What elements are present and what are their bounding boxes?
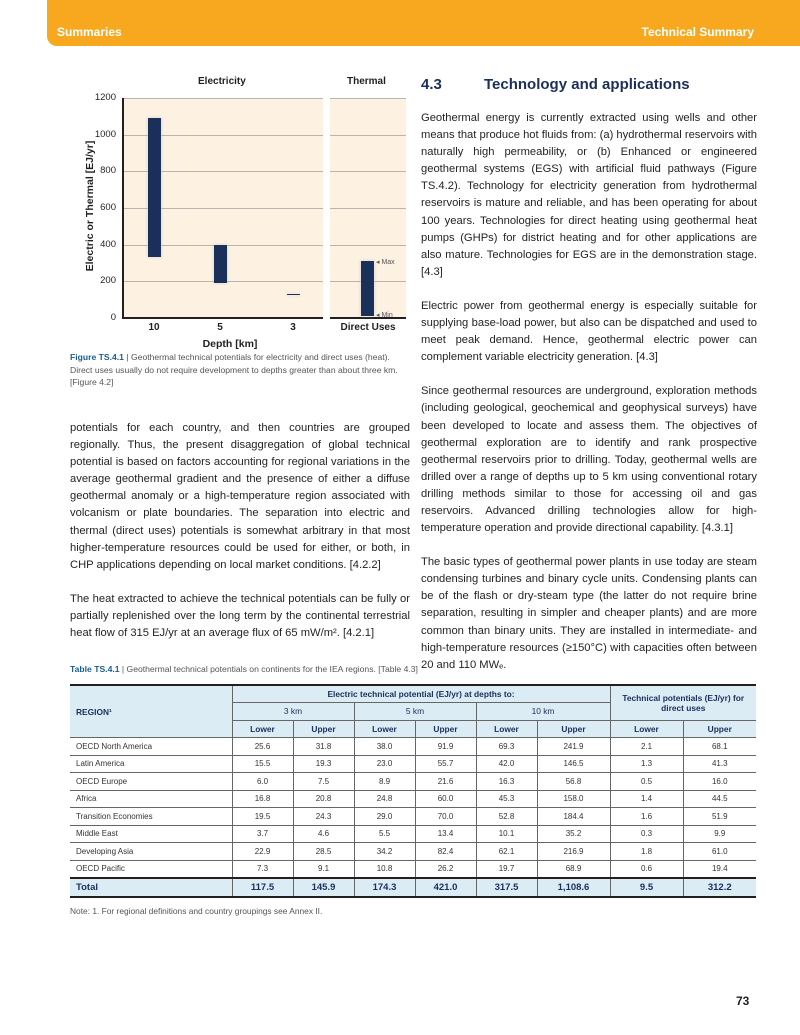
- paragraph: Since geothermal resources are underground, exploration methods (including geological, geochemical and geophysical surveys) have been developed to locate and assess them. The objectives of geothermal exploration are to identify and rank prospective geothermal reservoirs prior to drilling. Today, geothermal wells are drilled over a range of depths up to 5 km using conventional rotary drilling methods similar to those for accessing oil and gas reservoirs. Advanced drilling technologies allow for high-temperature operation and provide directional capability. [4.3.1]: [421, 385, 757, 535]
- value-cell: 22.9: [232, 843, 293, 861]
- value-cell: 68.9: [537, 860, 610, 878]
- value-cell: 34.2: [354, 843, 415, 861]
- y-tick: 400: [100, 239, 116, 250]
- value-cell: 7.3: [232, 860, 293, 878]
- gridline: [330, 208, 406, 209]
- value-cell: 6.0: [232, 773, 293, 791]
- value-cell: 21.6: [415, 773, 476, 791]
- value-cell: 42.0: [476, 755, 537, 773]
- region-cell: Latin America: [70, 755, 232, 773]
- total-cell: 117.5: [232, 878, 293, 897]
- figure-ts-4-1: [70, 70, 410, 355]
- value-cell: 10.8: [354, 860, 415, 878]
- value-cell: 38.0: [354, 738, 415, 756]
- gridline: [124, 98, 323, 99]
- region-cell: OECD Pacific: [70, 860, 232, 878]
- x-tick: Direct Uses: [340, 322, 396, 333]
- total-cell: 174.3: [354, 878, 415, 897]
- value-cell: 62.1: [476, 843, 537, 861]
- total-cell: 145.9: [293, 878, 354, 897]
- y-tick: 1000: [94, 129, 116, 140]
- table-row: [70, 808, 756, 826]
- y-tick: 1200: [94, 92, 116, 103]
- upper-header: Upper: [683, 720, 756, 738]
- total-cell: 421.0: [415, 878, 476, 897]
- electricity-panel-title: Electricity: [198, 76, 246, 87]
- region-cell: OECD North America: [70, 738, 232, 756]
- y-tick: 800: [100, 165, 116, 176]
- table-row: [70, 755, 756, 773]
- value-cell: 19.7: [476, 860, 537, 878]
- table-row: [70, 843, 756, 861]
- region-cell: Transition Economies: [70, 808, 232, 826]
- table-ts-4-1: [70, 684, 756, 898]
- gridline: [330, 98, 406, 99]
- value-cell: 10.1: [476, 825, 537, 843]
- region-header: REGION¹: [70, 685, 232, 738]
- paragraph: The heat extracted to achieve the technical potentials can be fully or partially replenished over the long term by the continental terrestrial heat flow of 315 EJ/yr at an average flux of 65 mW/m². [4.2.1]: [70, 592, 410, 640]
- value-cell: 24.3: [293, 808, 354, 826]
- x-tick: 5: [217, 322, 223, 333]
- value-cell: 7.5: [293, 773, 354, 791]
- depth-5km-header: 5 km: [354, 703, 476, 721]
- figure-caption: [70, 351, 410, 389]
- value-cell: 146.5: [537, 755, 610, 773]
- total-label: Total: [70, 878, 232, 897]
- value-cell: 19.4: [683, 860, 756, 878]
- value-cell: 19.5: [232, 808, 293, 826]
- value-cell: 51.9: [683, 808, 756, 826]
- table-caption-label: Table TS.4.1: [70, 664, 120, 674]
- value-cell: 45.3: [476, 790, 537, 808]
- total-cell: 1,108.6: [537, 878, 610, 897]
- table-row: [70, 773, 756, 791]
- bar-3km: [287, 294, 300, 295]
- gridline: [330, 245, 406, 246]
- value-cell: 0.5: [610, 773, 683, 791]
- value-cell: 70.0: [415, 808, 476, 826]
- value-cell: 23.0: [354, 755, 415, 773]
- total-row: [70, 878, 756, 897]
- value-cell: 1.6: [610, 808, 683, 826]
- page-number: 73: [736, 994, 750, 1008]
- gridline: [330, 171, 406, 172]
- value-cell: 68.1: [683, 738, 756, 756]
- total-cell: 312.2: [683, 878, 756, 897]
- figure-caption-label: Figure TS.4.1: [70, 352, 124, 362]
- section-title: Technology and applications: [484, 76, 690, 93]
- value-cell: 61.0: [683, 843, 756, 861]
- table-row: [70, 790, 756, 808]
- x-axis-electricity: [122, 317, 323, 319]
- lower-header: Lower: [354, 720, 415, 738]
- value-cell: 41.3: [683, 755, 756, 773]
- page-header: [47, 0, 800, 46]
- table-caption: [70, 664, 418, 674]
- bar-direct-uses: [361, 261, 374, 316]
- table-row: [70, 738, 756, 756]
- table-row: [70, 860, 756, 878]
- value-cell: 31.8: [293, 738, 354, 756]
- region-cell: Middle East: [70, 825, 232, 843]
- max-marker: ◂ Max: [376, 259, 395, 266]
- value-cell: 56.8: [537, 773, 610, 791]
- paragraph: potentials for each country, and then countries are grouped regionally. Thus, the present disaggregation of global technical potential is based on factors accounting for regional variations in the average geothermal gradient and the presence of either a diffuse geothermal anomaly or a high-temperature region associated with volcanism or plate boundaries. The separation into electric and thermal (direct uses) potentials is somewhat arbitrary in that most higher-temperature resources could be used for either, or both, in CHP applications depending on local market conditions. [4.2.2]: [70, 422, 410, 571]
- gridline: [330, 135, 406, 136]
- bar-10km: [148, 118, 161, 257]
- left-column: [70, 420, 410, 642]
- value-cell: 60.0: [415, 790, 476, 808]
- upper-header: Upper: [537, 720, 610, 738]
- header-chapter-label: Technical Summary: [641, 25, 754, 39]
- value-cell: 5.5: [354, 825, 415, 843]
- y-tick: 200: [100, 275, 116, 286]
- y-tick: 0: [110, 312, 116, 323]
- value-cell: 0.3: [610, 825, 683, 843]
- region-cell: OECD Europe: [70, 773, 232, 791]
- x-axis-thermal: [330, 317, 406, 319]
- paragraph: Geothermal energy is currently extracted using wells and other means that produce hot fluids from: (a) hydrothermal reservoirs with naturally high permeability, or (b) Enhanced or engineered geothermal systems (EGS) with artificial fluid pathways (Figure TS.4.2). Technology for electricity generation from hydrothermal reservoirs is mature and reliable, and has been operating for about 100 years. Technologies for direct heating using geothermal heat pumps (GHPs) for district heating and for other applications are also mature. Technologies for EGS are in the demonstration stage. [4.3]: [421, 112, 757, 278]
- bar-5km: [214, 245, 227, 283]
- header-section-label: Summaries: [57, 25, 122, 39]
- value-cell: 3.7: [232, 825, 293, 843]
- x-tick: 10: [148, 322, 160, 333]
- value-cell: 8.9: [354, 773, 415, 791]
- table-caption-text: | Geothermal technical potentials on continents for the IEA regions. [Table 4.3]: [119, 664, 418, 674]
- total-cell: 317.5: [476, 878, 537, 897]
- direct-uses-header: Technical potentials (EJ/yr) for direct uses: [610, 685, 756, 720]
- value-cell: 82.4: [415, 843, 476, 861]
- figure-caption-text: | Geothermal technical potentials for electricity and direct uses (heat). Direct uses usually do not require development to depths greater than about three km. [Figure 4.2]: [70, 352, 398, 387]
- region-cell: Developing Asia: [70, 843, 232, 861]
- value-cell: 4.6: [293, 825, 354, 843]
- value-cell: 19.3: [293, 755, 354, 773]
- value-cell: 26.2: [415, 860, 476, 878]
- value-cell: 44.5: [683, 790, 756, 808]
- value-cell: 216.9: [537, 843, 610, 861]
- y-axis-label: Electric or Thermal [EJ/yr]: [84, 140, 96, 272]
- value-cell: 16.8: [232, 790, 293, 808]
- paragraph: The basic types of geothermal power plants in use today are steam condensing turbines and binary cycle units. Condensing plants can be of the flash or dry-steam type (the latter do not require brine separation, resulting in simpler and cheaper plants) and are more common than binary units. They are installed in intermediate- and high-temperature resources (≥150°C) with capacities often between 20 and 110 MWₑ.: [421, 556, 757, 671]
- y-axis: [122, 98, 124, 319]
- lower-header: Lower: [610, 720, 683, 738]
- value-cell: 184.4: [537, 808, 610, 826]
- value-cell: 0.6: [610, 860, 683, 878]
- section-heading: [421, 76, 690, 93]
- value-cell: 35.2: [537, 825, 610, 843]
- upper-header: Upper: [293, 720, 354, 738]
- value-cell: 9.9: [683, 825, 756, 843]
- value-cell: 20.8: [293, 790, 354, 808]
- lower-header: Lower: [232, 720, 293, 738]
- value-cell: 13.4: [415, 825, 476, 843]
- value-cell: 15.5: [232, 755, 293, 773]
- value-cell: 9.1: [293, 860, 354, 878]
- paragraph: Electric power from geothermal energy is especially suitable for supplying base-load power, but also can be dispatched and used to meet peak demand. Hence, geothermal electric power can complement variable electricity generation. [4.3]: [421, 299, 757, 364]
- value-cell: 29.0: [354, 808, 415, 826]
- value-cell: 52.8: [476, 808, 537, 826]
- total-cell: 9.5: [610, 878, 683, 897]
- value-cell: 241.9: [537, 738, 610, 756]
- table-note: Note: 1. For regional definitions and country groupings see Annex II.: [70, 906, 323, 916]
- depth-10km-header: 10 km: [476, 703, 610, 721]
- upper-header: Upper: [415, 720, 476, 738]
- electric-potential-header: Electric technical potential (EJ/yr) at depths to:: [232, 685, 610, 703]
- x-axis-label: Depth [km]: [202, 338, 258, 350]
- value-cell: 24.8: [354, 790, 415, 808]
- value-cell: 1.4: [610, 790, 683, 808]
- min-marker: ◂ Min: [376, 312, 393, 319]
- region-cell: Africa: [70, 790, 232, 808]
- value-cell: 2.1: [610, 738, 683, 756]
- y-tick: 600: [100, 202, 116, 213]
- depth-3km-header: 3 km: [232, 703, 354, 721]
- value-cell: 1.3: [610, 755, 683, 773]
- value-cell: 1.8: [610, 843, 683, 861]
- value-cell: 55.7: [415, 755, 476, 773]
- right-column: [421, 110, 757, 674]
- value-cell: 25.6: [232, 738, 293, 756]
- x-tick: 3: [290, 322, 296, 333]
- value-cell: 16.3: [476, 773, 537, 791]
- value-cell: 91.9: [415, 738, 476, 756]
- section-number: 4.3: [421, 76, 442, 93]
- lower-header: Lower: [476, 720, 537, 738]
- value-cell: 28.5: [293, 843, 354, 861]
- value-cell: 69.3: [476, 738, 537, 756]
- value-cell: 158.0: [537, 790, 610, 808]
- table-row: [70, 825, 756, 843]
- value-cell: 16.0: [683, 773, 756, 791]
- thermal-panel-title: Thermal: [347, 76, 386, 87]
